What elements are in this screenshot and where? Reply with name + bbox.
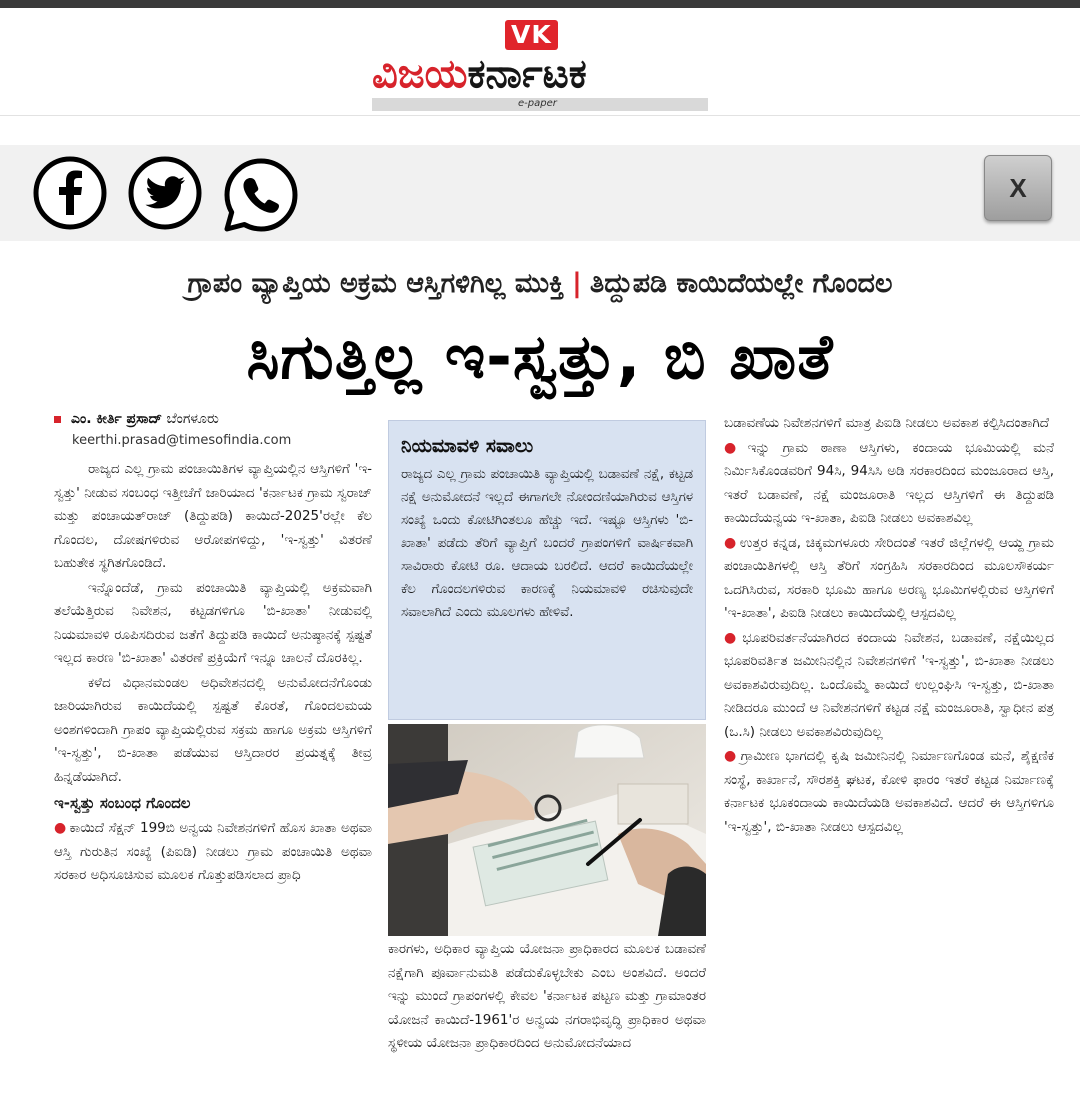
bullet-paragraph	[54, 817, 372, 888]
facebook-icon[interactable]	[32, 155, 108, 231]
bullet-dot-icon: ●	[724, 748, 738, 764]
article-headline: ಸಿಗುತ್ತಿಲ್ಲ ಇ-ಸ್ವತ್ತು, ಬಿ ಖಾತೆ	[246, 320, 834, 393]
logo-vk-badge: VK	[505, 20, 558, 50]
article-column-1	[54, 458, 372, 1092]
kicker-right: ತಿದ್ದುಪಡಿ ಕಾಯಿದೆಯಲ್ಲೇ ಗೊಂದಲ	[589, 268, 893, 299]
bullet-text: ಇನ್ನು ಗ್ರಾಮ ಠಾಣಾ ಆಸ್ತಿಗಳು, ಕಂದಾಯ ಭೂಮಿಯಲ್ಲಿ ಮನೆ ನಿರ್ಮಿಸಿಕೊಂಡವರಿಗೆ 94ಸಿ, 94ಸಿಸಿ ಅಡಿ ಸರಕಾರದಿಂದ ಮಂಜೂರಾದ ಆಸ್ತಿ, ಇತರೆ ಬಡಾವಣೆ, ನಕ್ಷೆ ಮಂಜೂರಾತಿ ಇಲ್ಲದ ಆಸ್ತಿಗಳಿಗೆ ಈ ತಿದ್ದುಪಡಿ ಕಾಯಿದೆಯನ್ವಯ ಇ-ಖಾತಾ, ಪಿಐಡಿ ನೀಡಲು ಅವಕಾಶವಿಲ್ಲ	[724, 439, 1054, 526]
sidebar-box-title: ನಿಯಮಾವಳಿ ಸವಾಲು	[401, 435, 534, 457]
paragraph: ಕಾರಗಳು, ಅಧಿಕಾರ ವ್ಯಾಪ್ತಿಯ ಯೋಜನಾ ಪ್ರಾಧಿಕಾರದ ಮೂಲಕ ಬಡಾವಣೆ ನಕ್ಷೆಗಾಗಿ ಪೂರ್ವಾನುಮತಿ ಪಡೆದುಕೊಳ್ಳಬೇಕು ಎಂಬ ಅಂಶವಿದೆ. ಅಂದರೆ ಇನ್ನು ಮುಂದೆ ಗ್ರಾಪಂಗಳಲ್ಲಿ ಕೇವಲ 'ಕರ್ನಾಟಕ ಪಟ್ಟಣ ಮತ್ತು ಗ್ರಾಮಾಂತರ ಯೋಜನೆ ಕಾಯಿದೆ-1961'ರ ಅನ್ವಯ ನಗರಾಭಿವೃದ್ಧಿ ಪ್ರಾಧಿಕಾರ ಅಥವಾ ಸ್ಥಳೀಯ ಯೋಜನಾ ಪ್ರಾಧಿಕಾರದಿಂದ ಅನುಮೋದನೆಯಾದ	[388, 941, 706, 1051]
paragraph: ಇನ್ನೊಂದೆಡೆ, ಗ್ರಾಮ ಪಂಚಾಯಿತಿ ವ್ಯಾಪ್ತಿಯಲ್ಲಿ ಅಕ್ರಮವಾಗಿ ತಲೆಯೆತ್ತಿರುವ ನಿವೇಶನ, ಕಟ್ಟಡಗಳಿಗೂ 'ಬಿ-ಖಾತಾ' ನೀಡುವಲ್ಲಿ ನಿಯಮಾವಳಿ ರೂಪಿಸದಿರುವ ಜತೆಗೆ ತಿದ್ದುಪಡಿ ಕಾಯಿದೆ ಅನುಷ್ಠಾನಕ್ಕೆ ಸ್ಪಷ್ಟತೆ ಇಲ್ಲದ ಕಾರಣ 'ಬಿ-ಖಾತಾ' ವಿತರಣೆ ಪ್ರಕ್ರಿಯೆಗೆ ಇನ್ನೂ ಚಾಲನೆ ದೊರಕಿಲ್ಲ.	[54, 579, 372, 666]
twitter-icon[interactable]	[127, 155, 203, 231]
whatsapp-icon[interactable]	[221, 155, 297, 231]
logo-tagline: e-paper	[518, 98, 557, 109]
byline-email[interactable]: keerthi.prasad@timesofindia.com	[72, 433, 292, 448]
bullet-dot-icon: ●	[724, 534, 737, 551]
share-bar	[0, 145, 1080, 241]
bullet-text: ಗ್ರಾಮೀಣ ಭಾಗದಲ್ಲಿ ಕೃಷಿ ಜಮೀನಿನಲ್ಲಿ ನಿರ್ಮಾಣಗೊಂಡ ಮನೆ, ಶೈಕ್ಷಣಿಕ ಸಂಸ್ಥೆ, ಕಾರ್ಖಾನೆ, ಸೌರಶಕ್ತಿ ಘಟಕ, ಕೋಳಿ ಫಾರಂ ಇತರೆ ಕಟ್ಟಡ ನಿರ್ಮಾಣಕ್ಕೆ ಕರ್ನಾಟಕ ಭೂಕಂದಾಯ ಕಾಯಿದೆಯಡಿ ಅವಕಾಶವಿದೆ. ಆದರೆ ಈ ಆಸ್ತಿಗಳಿಗೂ 'ಇ-ಸ್ವತ್ತು', ಬಿ-ಖಾತಾ ನೀಡಲು ಆಸ್ಪದವಿಲ್ಲ	[724, 748, 1054, 835]
sidebar-box-text: ರಾಜ್ಯದ ಎಲ್ಲ ಗ್ರಾಮ ಪಂಚಾಯಿತಿ ವ್ಯಾಪ್ತಿಯಲ್ಲಿ ಬಡಾವಣೆ ನಕ್ಷೆ, ಕಟ್ಟಡ ನಕ್ಷೆ ಅನುಮೋದನೆ ಇಲ್ಲದೆ ಈಗಾಗಲೇ ನೋಂದಣಿಯಾಗಿರುವ ಆಸ್ತಿಗಳ ಸಂಖ್ಯೆ ಒಂದು ಕೋಟಿಗಿಂತಲೂ ಹೆಚ್ಚು ಇದೆ. ಇಷ್ಟೂ ಆಸ್ತಿಗಳು 'ಬಿ-ಖಾತಾ' ಪಡೆದು ತೆರಿಗೆ ವ್ಯಾಪ್ತಿಗೆ ಬಂದರೆ ಗ್ರಾಪಂಗಳಿಗೆ ವಾರ್ಷಿಕವಾಗಿ ಸಾವಿರಾರು ಕೋಟಿ ರೂ. ಆದಾಯ ಬರಲಿದೆ. ಆದರೆ ಕಾಯಿದೆಯಲ್ಲೇ ಕೆಲ ಗೊಂದಲಗಳಿರುವ ಕಾರಣಕ್ಕೆ ನಿಯಮಾವಳಿ ರಚಿಸುವುದೇ ಸವಾಲಾಗಿದೆ ಎಂದು ಮೂಲಗಳು ಹೇಳಿವೆ.	[401, 467, 693, 620]
byline	[54, 408, 372, 452]
article-column-3	[724, 412, 1054, 1092]
bullet-dot-icon: ●	[724, 629, 740, 646]
section-subhead: ಇ-ಸ್ವತ್ತು ಸಂಬಂಧ ಗೊಂದಲ	[54, 794, 191, 812]
bullet-paragraph	[724, 532, 1054, 626]
byline-marker	[54, 416, 61, 423]
bullet-text: ಉತ್ತರ ಕನ್ನಡ, ಚಿಕ್ಕಮಗಳೂರು ಸೇರಿದಂತೆ ಇತರೆ ಜಿಲ್ಲೆಗಳಲ್ಲಿ ಆಯ್ದ ಗ್ರಾಮ ಪಂಚಾಯಿತಿಗಳಲ್ಲಿ ಆಸ್ತಿ ತೆರಿಗೆ ಸಂಗ್ರಹಿಸಿ ಸರಕಾರದಿಂದ ಮೂಲಸೌಕರ್ಯ ಒದಗಿಸಿರುವ, ಸರಕಾರಿ ಭೂಮಿ ಹಾಗೂ ಅರಣ್ಯ ಭೂಮಿಗಳಲ್ಲಿರುವ ಆಸ್ತಿಗಳಿಗೆ 'ಇ-ಖಾತಾ', ಪಿಐಡಿ ನೀಡಲು ಕಾಯಿದೆಯಲ್ಲಿ ಆಸ್ಪದವಿಲ್ಲ	[724, 534, 1054, 621]
top-bar	[0, 0, 1080, 8]
article-kicker	[0, 262, 1080, 306]
paragraph: ಕಳೆದ ವಿಧಾನಮಂಡಲ ಅಧಿವೇಶನದಲ್ಲಿ ಅನುಮೋದನೆಗೊಂಡು ಜಾರಿಯಾಗಿರುವ ಕಾಯಿದೆಯಲ್ಲಿ ಸ್ಪಷ್ಟತೆ ಕೊರತೆ, ಗೊಂದಲಮಯ ಅಂಶಗಳಿಂದಾಗಿ ಗ್ರಾಪಂ ವ್ಯಾಪ್ತಿಯಲ್ಲಿರುವ ಸಕ್ರಮ ಹಾಗೂ ಅಕ್ರಮ ಆಸ್ತಿಗಳಿಗೆ 'ಇ-ಸ್ವತ್ತು', ಬಿ-ಖಾತಾ ಪಡೆಯುವ ಆಸ್ತಿದಾರರ ಪ್ರಯತ್ನಕ್ಕೆ ತೀವ್ರ ಹಿನ್ನಡೆಯಾಗಿದೆ.	[54, 674, 372, 785]
byline-author: ಎಂ. ಕೀರ್ತಿ ಪ್ರಸಾದ್	[71, 411, 163, 427]
logo-name-part1: ವಿಜಯ	[372, 51, 468, 97]
article-photo	[388, 724, 706, 936]
logo-wordmark	[372, 50, 587, 98]
masthead	[0, 8, 1080, 116]
bullet-text: ಕಾಯಿದೆ ಸೆಕ್ಷನ್ 199ಬಿ ಅನ್ವಯ ನಿವೇಶನಗಳಿಗೆ ಹೊಸ ಖಾತಾ ಅಥವಾ ಆಸ್ತಿ ಗುರುತಿನ ಸಂಖ್ಯೆ (ಪಿಐಡಿ) ನೀಡಲು ಗ್ರಾಮ ಪಂಚಾಯಿತಿ ಅಥವಾ ಸರಕಾರ ಅಧಿಸೂಚಿಸುವ ಮೂಲಕ ಗೊತ್ತುಪಡಿಸಲಾದ ಪ್ರಾಧಿ	[54, 820, 372, 883]
bullet-paragraph	[724, 437, 1054, 531]
newspaper-logo[interactable]	[372, 20, 710, 112]
bullet-text: ಭೂಪರಿವರ್ತನೆಯಾಗಿರದ ಕಂದಾಯ ನಿವೇಶನ, ಬಡಾವಣೆ, ನಕ್ಷೆಯಿಲ್ಲದ ಭೂಪರಿವರ್ತಿತ ಜಮೀನಿನಲ್ಲಿನ ನಿವೇಶನಗಳಿಗೆ 'ಇ-ಸ್ವತ್ತು', ಬಿ-ಖಾತಾ ನೀಡಲು ಅವಕಾಶವಿರುವುದಿಲ್ಲ. ಒಂದೊಮ್ಮೆ ಕಾಯಿದೆ ಉಲ್ಲಂಘಿಸಿ ಇ-ಸ್ವತ್ತು, ಬಿ-ಖಾತಾ ನೀಡಿದರೂ ಮುಂದೆ ಆ ನಿವೇಶನಗಳಿಗೆ ಕಟ್ಟಡ ನಕ್ಷೆ ಮಂಜೂರಾತಿ, ಸ್ವಾಧೀನ ಪತ್ರ (ಒ.ಸಿ) ನೀಡಲು ಅವಕಾಶವಿರುವುದಿಲ್ಲ	[724, 629, 1054, 740]
sidebar-box	[388, 420, 706, 720]
bullet-paragraph	[724, 745, 1054, 839]
bullet-dot-icon: ●	[54, 820, 67, 836]
article-column-2	[388, 938, 706, 1088]
bullet-paragraph	[724, 627, 1054, 745]
bullet-dot-icon: ●	[724, 439, 745, 456]
paragraph: ಬಡಾವಣೆಯ ನಿವೇಶನಗಳಿಗೆ ಮಾತ್ರ ಪಿಐಡಿ ನೀಡಲು ಅವಕಾಶ ಕಲ್ಪಿಸಿದಂತಾಗಿದೆ	[724, 415, 1049, 431]
kicker-separator: |	[572, 268, 582, 299]
kicker-left: ಗ್ರಾಪಂ ವ್ಯಾಪ್ತಿಯ ಅಕ್ರಮ ಆಸ್ತಿಗಳಿಗಿಲ್ಲ ಮುಕ್ತಿ	[187, 268, 565, 299]
logo-name-part2: ಕರ್ನಾಟಕ	[467, 51, 587, 97]
close-button[interactable]: X	[984, 155, 1052, 221]
paragraph: ರಾಜ್ಯದ ಎಲ್ಲ ಗ್ರಾಮ ಪಂಚಾಯಿತಿಗಳ ವ್ಯಾಪ್ತಿಯಲ್ಲಿನ ಆಸ್ತಿಗಳಿಗೆ 'ಇ-ಸ್ವತ್ತು' ನೀಡುವ ಸಂಬಂಧ ಇತ್ತೀಚೆಗೆ ಜಾರಿಯಾದ 'ಕರ್ನಾಟಕ ಗ್ರಾಮ ಸ್ವರಾಜ್ ಮತ್ತು ಪಂಚಾಯತ್‌ರಾಜ್ (ತಿದ್ದುಪಡಿ) ಕಾಯಿದೆ-2025'ರಲ್ಲೇ ಕೆಲ ಗೊಂದಲ, ದೋಷಗಳಿರುವ ಆರೋಪಗಳಿದ್ದು, 'ಇ-ಸ್ವತ್ತು' ವಿತರಣೆ ಬಹುತೇಕ ಸ್ಥಗಿತಗೊಂಡಿದೆ.	[54, 461, 372, 571]
byline-location: ಬೆಂಗಳೂರು	[166, 411, 219, 427]
